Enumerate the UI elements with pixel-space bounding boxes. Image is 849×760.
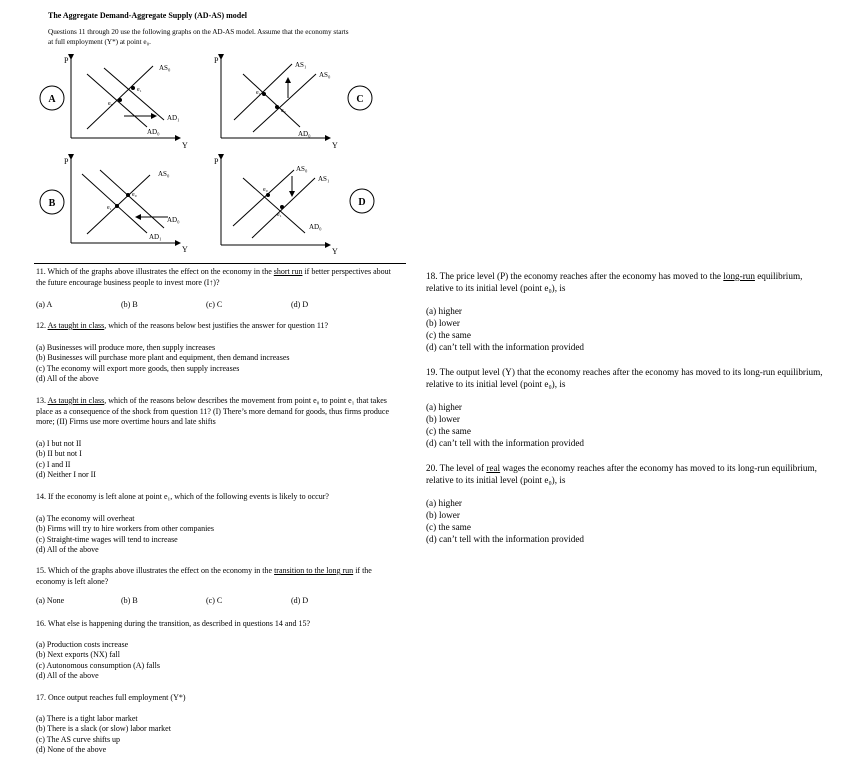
label-ad1-a: AD₁ [167,114,180,122]
ad1-curve-a [104,68,164,120]
label-as0-d: AS₀ [296,165,308,173]
axis-p-d: P [214,157,219,166]
question-18-text: 18. The price level (P) the economy reaches after the economy has moved to the long-run equilibrium, relative to its initial level (point e₀), is [426,271,803,293]
axis-y-b: Y [182,245,188,254]
point-e0-a [118,98,122,102]
option[interactable]: (a) A [36,300,53,309]
label-e0-b: e₀ [132,192,137,198]
question-11 [36,267,401,311]
as0-curve-c [253,74,316,132]
point-e0-b [126,193,130,197]
option[interactable]: (b) II but not I [36,449,82,458]
question-14-text: 14. If the economy is left alone at point e₁, which of the following events is likely to occur? [36,492,329,501]
option[interactable]: (b) Next exports (NX) fall [36,650,120,659]
option[interactable]: (c) the same [426,522,471,532]
option[interactable]: (c) Straight-time wages will tend to increase [36,534,178,544]
option[interactable]: (b) Firms will try to hire workers from other companies [36,524,214,533]
option[interactable]: (c) Autonomous consumption (A) falls [36,660,160,670]
option[interactable]: (c) the same [426,426,471,436]
ad0-curve-d [243,178,305,233]
label-e0-d: e₀ [263,187,268,193]
graph-badge-a-label: A [48,94,56,105]
question-18 [426,270,831,353]
label-ad0-b: AD₀ [167,216,180,224]
axis-y-c: Y [332,141,338,150]
point-e1-c [262,92,266,96]
label-ad0-c: AD₀ [298,130,311,138]
question-12-text: 12. As taught in class, which of the reasons below best justifies the answer for question 11? [36,321,329,330]
option[interactable]: (d) can’t tell with the information provided [426,342,585,352]
question-17-text: 17. Once output reaches full employment (Y*) [36,693,186,702]
option[interactable]: (d) All of the above [36,545,99,554]
question-19-text: 19. The output level (Y) that the economy reaches after the economy has moved to its long-run equilibrium, relative to its initial level (point e₀), is [426,367,823,389]
option[interactable]: (a) There is a tight labor market [36,713,138,723]
graph-badge-c-label: C [356,94,364,105]
ad0-curve-a [87,74,147,127]
point-e1-d [280,205,284,209]
option[interactable]: (d) All of the above [36,374,99,383]
question-19 [426,366,831,449]
option[interactable]: (a) higher [426,498,462,508]
question-20-text: 20. The level of real wages the economy reaches after the economy has moved to its long-run equilibrium, relative to its initial level (point e₀), is [426,463,817,485]
label-as0-a: AS₀ [159,64,171,72]
option[interactable]: (d) Neither I nor II [36,470,96,479]
option[interactable]: (d) None of the above [36,745,107,754]
option[interactable]: (b) Businesses will purchase more plant and equipment, then demand increases [36,353,290,362]
option[interactable]: (c) the same [426,330,471,340]
option[interactable]: (b) There is a slack (or slow) labor market [36,724,171,733]
label-e0-a: e₀ [108,101,113,107]
axis-y-a: Y [182,141,188,150]
question-11-text: 11. Which of the graphs above illustrates the effect on the economy in the short run if better perspectives about the future encourage business people to invest more (I↑)? [36,267,391,287]
label-e1-c: e₁ [256,90,261,96]
option[interactable]: (d) All of the above [36,671,99,680]
label-as0-c: AS₀ [319,71,331,79]
question-17 [36,693,401,756]
option[interactable]: (c) The economy will export more goods, then supply increases [36,363,240,373]
ad0-curve-c [243,74,300,127]
intro-text: Questions 11 through 20 use the following graphs on the AD-AS model. Assume that the economy starts at full employment (Y*) at point e₀. [48,28,349,46]
option[interactable]: (a) None [36,596,65,605]
question-13-text: 13. As taught in class, which of the reasons below describes the movement from point e₀ to point e₁ that takes place as a consequence of the shock from question 11? (I) There’s more demand for goods, thus firms produce more; (II) Firms use more overtime hours and late shifts [36,396,389,426]
option[interactable]: (d) D [291,596,309,605]
option[interactable]: (d) can’t tell with the information provided [426,438,585,448]
label-e0-c: e₀ [281,108,286,114]
option[interactable]: (a) The economy will overheat [36,513,135,523]
option[interactable]: (a) higher [426,402,462,412]
axis-p-b: P [64,157,69,166]
as0-curve-b [87,175,150,234]
point-e1-b [115,204,119,208]
label-as0-b: AS₀ [158,170,170,178]
graph-a [40,56,188,150]
question-20 [426,462,831,545]
label-e1-d: e₁ [277,212,282,218]
option[interactable]: (b) B [121,300,138,309]
point-e1-a [131,86,135,90]
label-ad1-b: AD₁ [149,233,162,241]
label-e1-a: e₁ [137,87,142,93]
graphs-figure [30,50,410,260]
option[interactable]: (b) lower [426,510,460,520]
option[interactable]: (a) Production costs increase [36,639,129,649]
option[interactable]: (c) C [206,596,223,605]
as0-curve-a [87,66,153,129]
question-14 [36,492,401,556]
option[interactable]: (c) The AS curve shifts up [36,734,121,744]
option[interactable]: (b) lower [426,318,460,328]
graph-badge-d-label: D [358,197,366,208]
question-15-text: 15. Which of the graphs above illustrates the effect on the economy in the transition to the long run if the economy is left alone? [36,566,372,586]
label-as1-c: AS₁ [295,61,307,69]
option[interactable]: (d) D [291,300,309,309]
option[interactable]: (b) B [121,596,138,605]
question-16-text: 16. What else is happening during the transition, as described in questions 14 and 15? [36,619,311,628]
graph-c [214,56,372,150]
label-ad0-d: AD₀ [309,223,322,231]
question-11-options [36,300,401,311]
divider [34,263,406,264]
point-e0-d [266,193,270,197]
option[interactable]: (a) I but not II [36,438,82,448]
question-16 [36,619,401,682]
option[interactable]: (a) higher [426,306,462,316]
question-12 [36,321,401,385]
page-title: The Aggregate Demand-Aggregate Supply (AD-AS) model [48,11,248,20]
axis-p-a: P [64,56,69,65]
question-13 [36,396,401,481]
question-15 [36,566,401,607]
graph-d [214,157,374,256]
label-as1-d: AS₁ [318,175,330,183]
graph-b [40,157,188,254]
label-e1-b: e₁ [107,205,112,211]
question-15-options [36,596,401,607]
option[interactable]: (d) can’t tell with the information provided [426,534,585,544]
label-ad0-a: AD₀ [147,128,160,136]
axis-y-d: Y [332,247,338,256]
option[interactable]: (a) Businesses will produce more, then supply increases [36,342,216,352]
axis-p-c: P [214,56,219,65]
option[interactable]: (c) I and II [36,459,71,469]
graph-badge-b-label: B [48,198,56,209]
point-e0-c [275,105,279,109]
as0-curve-d [233,170,294,226]
option[interactable]: (c) C [206,300,223,309]
option[interactable]: (b) lower [426,414,460,424]
